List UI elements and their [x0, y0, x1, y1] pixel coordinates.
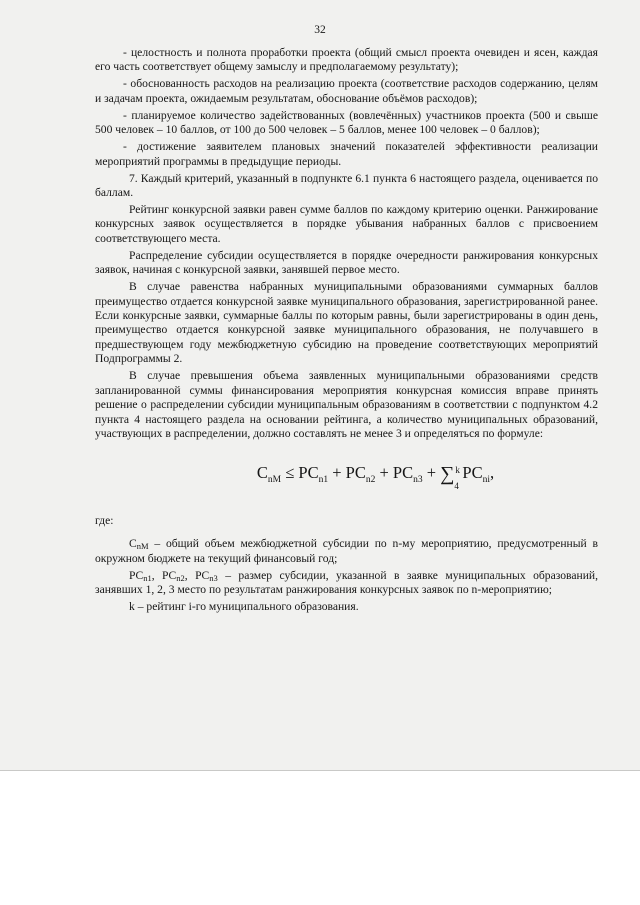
paragraph-7-scoring: 7. Каждый критерий, указанный в подпункте 6.1 пункта 6 настоящего раздела, оценивается по баллам. [95, 171, 598, 200]
formula-term-1-subscript: n1 [318, 475, 329, 486]
definition-1-subscript: nM [136, 541, 149, 552]
criterion-integrity: - целостность и полнота проработки проекта (общий смысл проекта очевиден и ясен, каждая его часть соответствует общему замыслу и предполагаемому результату); [95, 46, 598, 74]
formula-term-3-subscript: n3 [413, 475, 423, 486]
definition-1-text: – общий объем межбюджетной субсидии по n-му мероприятию, предусмотренный в окружном бюджете на текущий финансовый год; [95, 537, 598, 565]
definition-2-separator-2: , [184, 568, 196, 582]
formula-term-2: PC [345, 463, 366, 483]
document-body [95, 46, 598, 617]
formula-sum-lower: 4 [454, 481, 459, 492]
definition-2-subscript-3: n3 [209, 572, 218, 583]
definition-subsidy-sizes [95, 569, 598, 598]
formula-sum-sign: ∑ [440, 463, 455, 486]
formula-term-4: PC [462, 463, 483, 483]
paragraph-equal-scores: В случае равенства набранных муниципальными образованиями суммарных баллов преимущество отдается конкурсной заявке муниципального образования, зарегистрированной ранее. Если конкурсные заявки, суммарные баллы по которым равны, были зарегистрированы в один день, преимущество отдается конкурсной заявке муниципального образования, не получавшего в предшествующем году межбюджетную субсидию на проведение соответствующих мероприятий Подпрограммы 2. [95, 280, 598, 366]
paragraph-excess-funds: В случае превышения объема заявленных муниципальными образованиями средств запланированной суммы финансирования мероприятия конкурсная комиссия вправе принять решение о распределении субсидии муниципальным образованиям в соответствии с подпунктом 4.2 пункта 4 настоящего раздела на основании рейтинга, а количество муниципальных образований, участвующих в распределении, должно составлять не менее 3 и определяться по формуле: [95, 369, 598, 440]
definition-2-symbol-3: PC [195, 568, 210, 582]
definition-2-subscript-1: n1 [143, 572, 152, 583]
formula-lhs: C [256, 463, 268, 483]
formula-relation: ≤ [285, 463, 295, 483]
definition-2-text: – размер субсидии, указанной в заявке муниципальных образований, занявших 1, 2, 3 место по результатам ранжирования конкурсных заявок по n-мероприятию; [95, 568, 599, 597]
definition-total-subsidy [95, 537, 598, 566]
criterion-performance: - достижение заявителем плановых значений показателей эффективности реализации мероприятий программы в предыдущие периоды. [95, 140, 598, 168]
paragraph-distribution: Распределение субсидии осуществляется в порядке очередности ранжирования конкурсных заявок, начиная с конкурсной заявки, занявшей первое место. [95, 248, 598, 277]
paragraph-rating: Рейтинг конкурсной заявки равен сумме баллов по каждому критерию оценки. Ранжирование конкурсных заявок осуществляется в порядке убывания набранных баллов с присвоением соответствующего места. [95, 203, 598, 245]
scan-bottom-edge [0, 770, 640, 771]
formula-plus-3: + [426, 463, 437, 483]
formula-lhs-subscript: nM [267, 475, 282, 486]
page-number: 32 [314, 24, 326, 36]
formula-term-1: PC [298, 463, 319, 483]
definition-rating-k: k – рейтинг i-го муниципального образования. [129, 600, 359, 614]
definition-2-symbol-2: PC [162, 568, 177, 582]
definition-2-subscript-2: n2 [176, 572, 185, 583]
formula-term-2-subscript: n2 [365, 475, 376, 486]
formula-plus-1: + [332, 463, 342, 483]
definition-1-symbol: C [129, 537, 137, 551]
formula-term-3: PC [392, 463, 414, 483]
criterion-participants: - планируемое количество задействованных (вовлечённых) участников проекта (500 и свыше 500 человек – 10 баллов, от 100 до 500 человек – 5 баллов, менее 100 человек – 0 баллов); [95, 108, 598, 137]
formula-tail: , [490, 463, 495, 483]
formula-plus-2: + [379, 463, 389, 483]
formula-term-4-subscript: ni [482, 475, 490, 486]
formula-sum-limits [454, 463, 462, 492]
where-label: где: [95, 514, 114, 528]
subsidy-formula [153, 463, 598, 490]
formula-sum-upper: k [455, 465, 460, 476]
definition-2-separator-1: , [151, 568, 163, 582]
definition-2-symbol-1: PC [129, 568, 144, 582]
criterion-costs: - обоснованность расходов на реализацию проекта (соответствие расходов содержанию, целям и задачам проекта, ожидаемым результатам, обоснование объёмов расходов); [95, 77, 598, 105]
